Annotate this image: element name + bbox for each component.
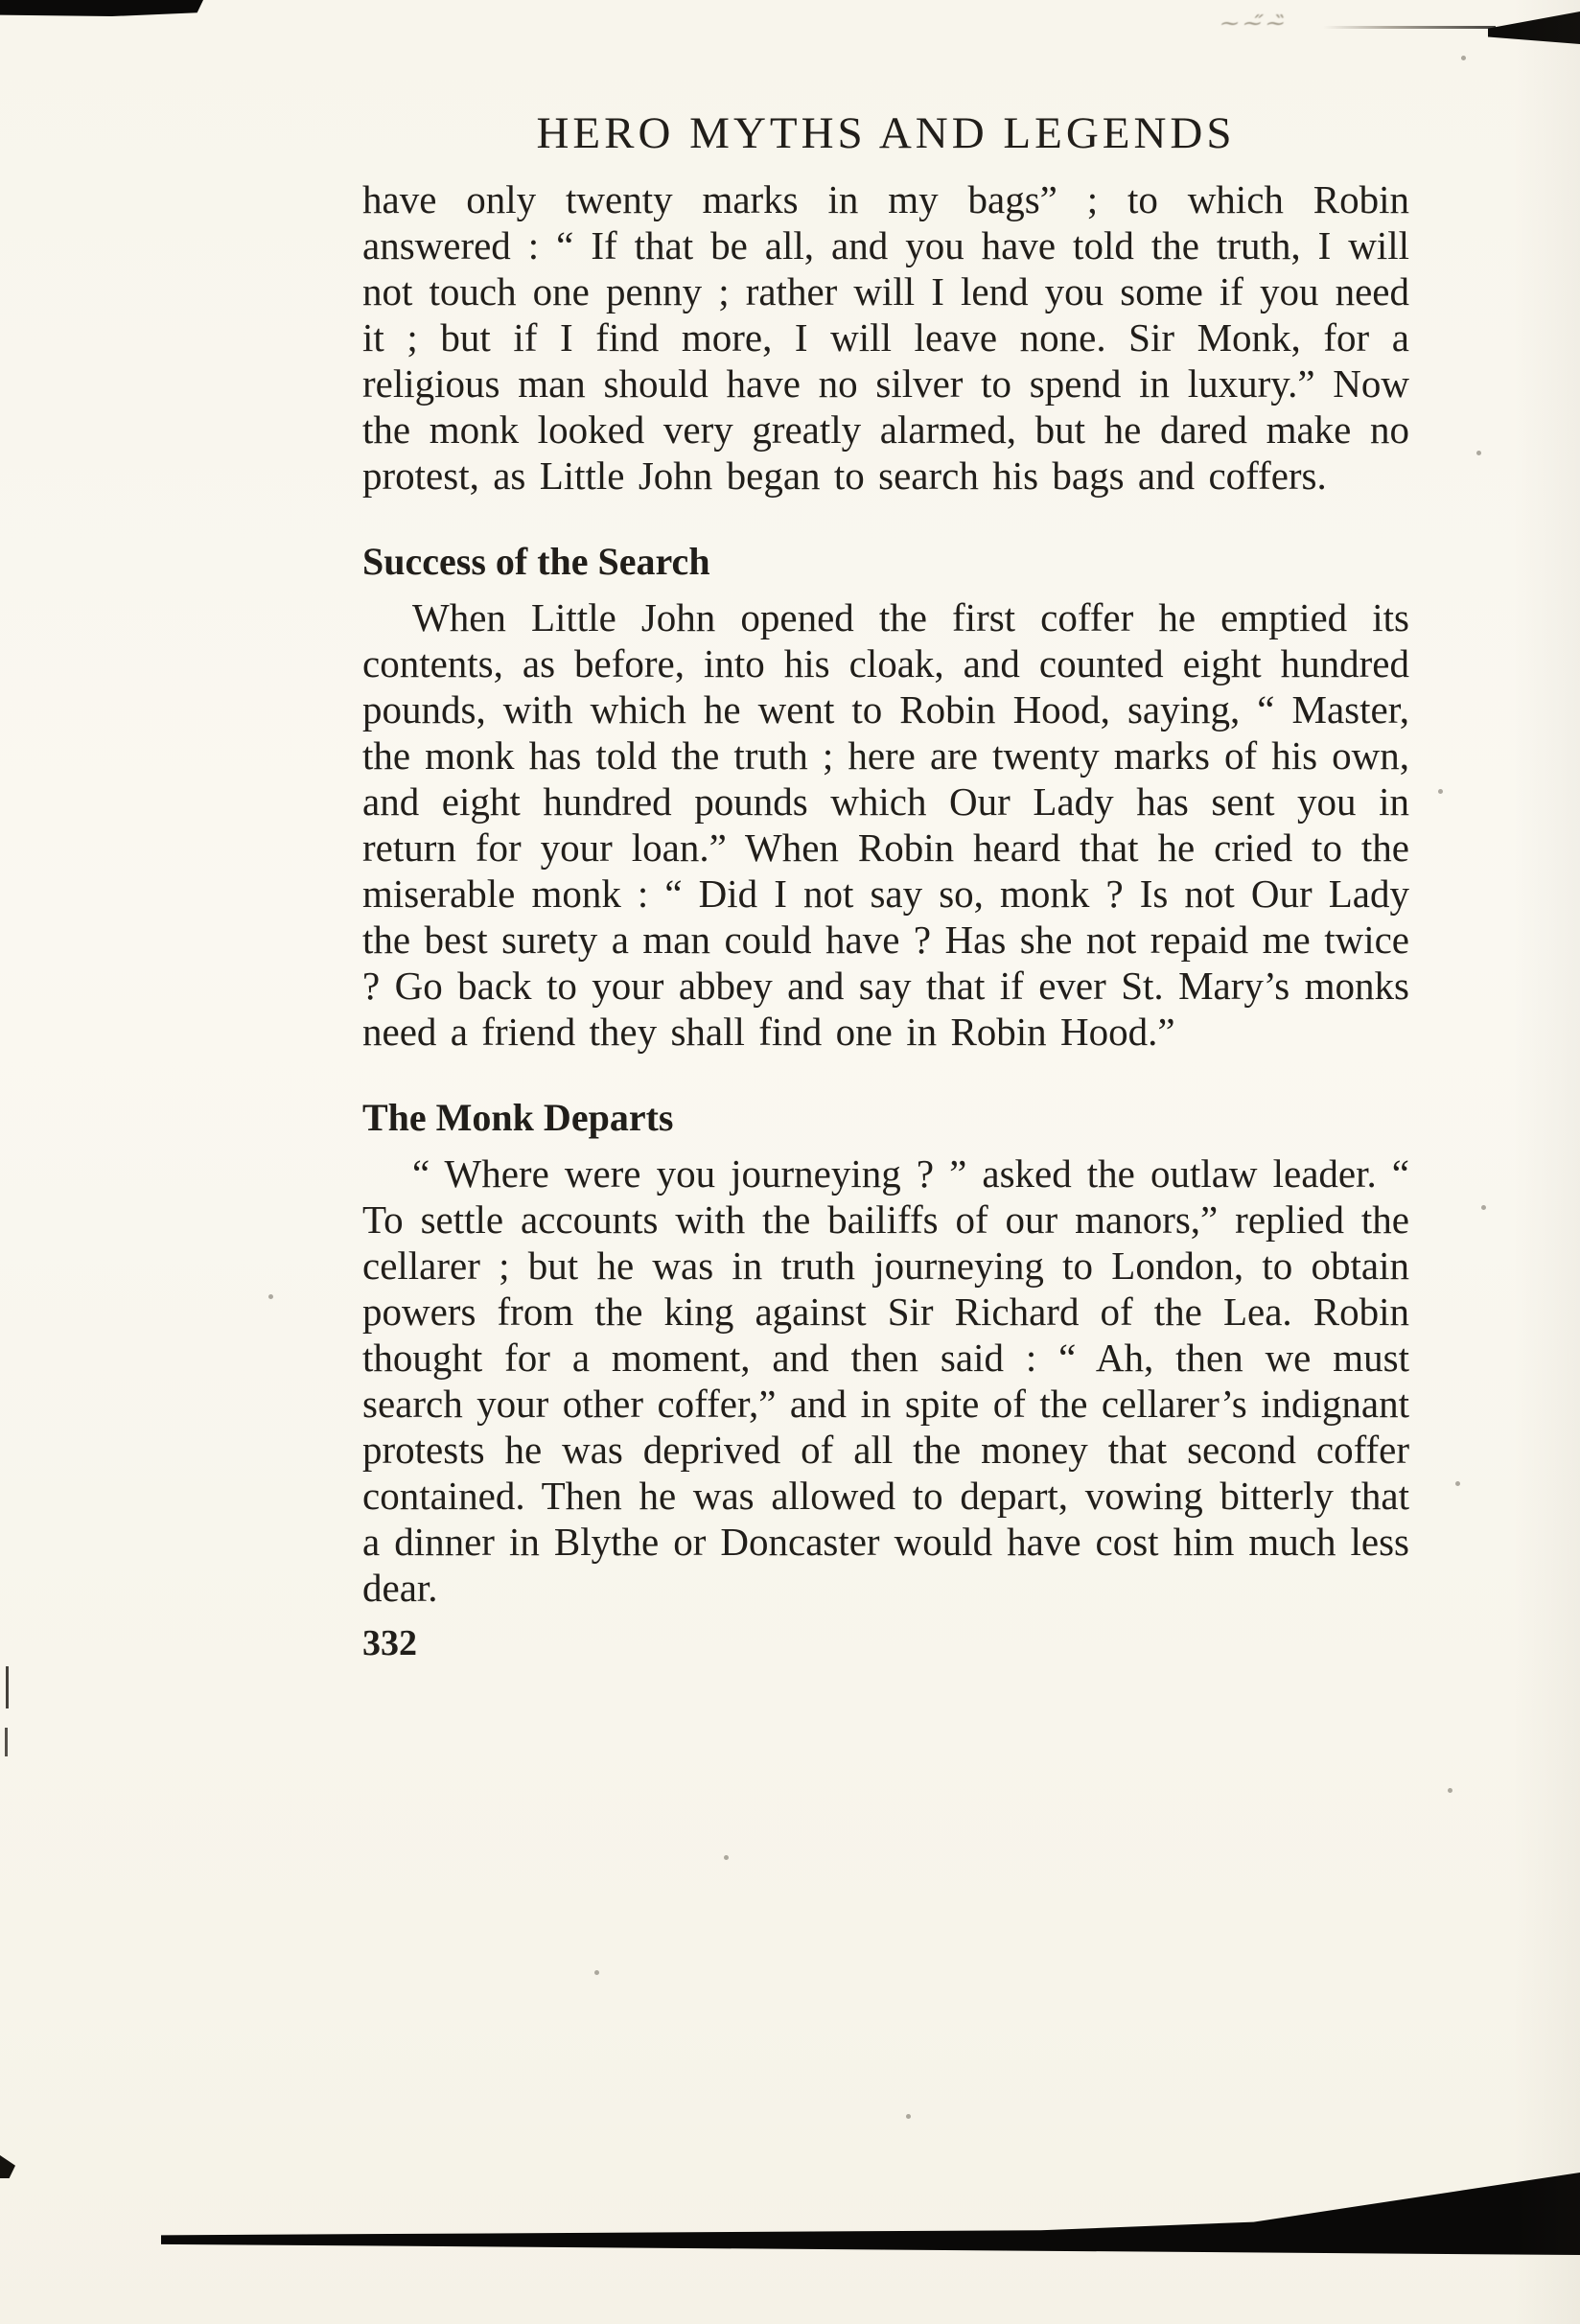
scan-speck xyxy=(1481,1205,1486,1210)
paragraph-success-of-the-search: When Little John opened the first coffer he emptied its contents, as before, into his cloak, and counted eight hundred pounds, with which he went to Robin Hood, saying, “ Master, the monk has told the truth ; here are twenty marks of his own, and eight hundred pounds which Our Lady has sent you in return for your loan.” When Robin heard that he cried to the miserable monk : “ Did I not say so, monk ? Is not Our Lady the best surety a man could have ? Has she not repaid me twice ? Go back to your abbey and say that if ever St. Mary’s monks need a friend they shall find one in Robin Hood.” xyxy=(362,595,1409,1054)
scan-artifact-top-right-wedge xyxy=(1488,12,1580,44)
running-header: HERO MYTHS AND LEGENDS xyxy=(536,108,1236,158)
scan-speck xyxy=(724,1855,729,1860)
scan-speck xyxy=(906,2114,911,2119)
text-block xyxy=(362,107,1409,1664)
scan-speck xyxy=(594,1970,599,1975)
scan-artifact-left-tick xyxy=(5,1728,8,1756)
scan-speck xyxy=(1476,451,1481,455)
scan-artifact-top-left-bar xyxy=(0,0,203,16)
section-heading-the-monk-departs: The Monk Departs xyxy=(362,1096,674,1139)
scan-artifact-bottom-left-mark xyxy=(0,2155,15,2178)
scan-artifact-top-right-line xyxy=(1323,26,1496,29)
scan-speck xyxy=(1438,789,1443,794)
paragraph-continued: have only twenty marks in my bags” ; to which Robin answered : “ If that be all, and you have told the truth, I will not touch one penny ; rather will I lend you some if you need it ; but if I find more, I will leave none. Sir Monk, for a religious man should have no silver to spend in luxury.” Now the monk looked very greatly alarmed, but he dared make no protest, as Little John began to search his bags and coffers. xyxy=(362,177,1409,498)
section-heading-success-of-the-search: Success of the Search xyxy=(362,540,710,583)
scan-artifact-bottom-edge-strip xyxy=(161,2173,1580,2255)
page-number: 332 xyxy=(362,1623,417,1663)
scan-speck xyxy=(1448,1788,1452,1793)
scan-speck xyxy=(268,1294,273,1299)
scan-artifact-left-tick xyxy=(6,1666,9,1708)
scan-speck xyxy=(1455,1481,1460,1486)
scan-speck xyxy=(1461,56,1466,60)
scan-artifact-top-right-smudge: ~~̋~̏ xyxy=(1217,12,1290,35)
paragraph-the-monk-departs: “ Where were you journeying ? ” asked the outlaw leader. “ To settle accounts with the bailiffs of our manors,” replied the cellarer ; but he was in truth journeying to London, to obtain powers from the king against Sir Richard of the Lea. Robin thought for a moment, and then said : “ Ah, then we must search your other coffer,” and in spite of the cellarer’s indignant protests he was deprived of all the money that second coffer contained. Then he was allowed to depart, vowing bitterly that a dinner in Blythe or Doncaster would have cost him much less dear. xyxy=(362,1151,1409,1610)
